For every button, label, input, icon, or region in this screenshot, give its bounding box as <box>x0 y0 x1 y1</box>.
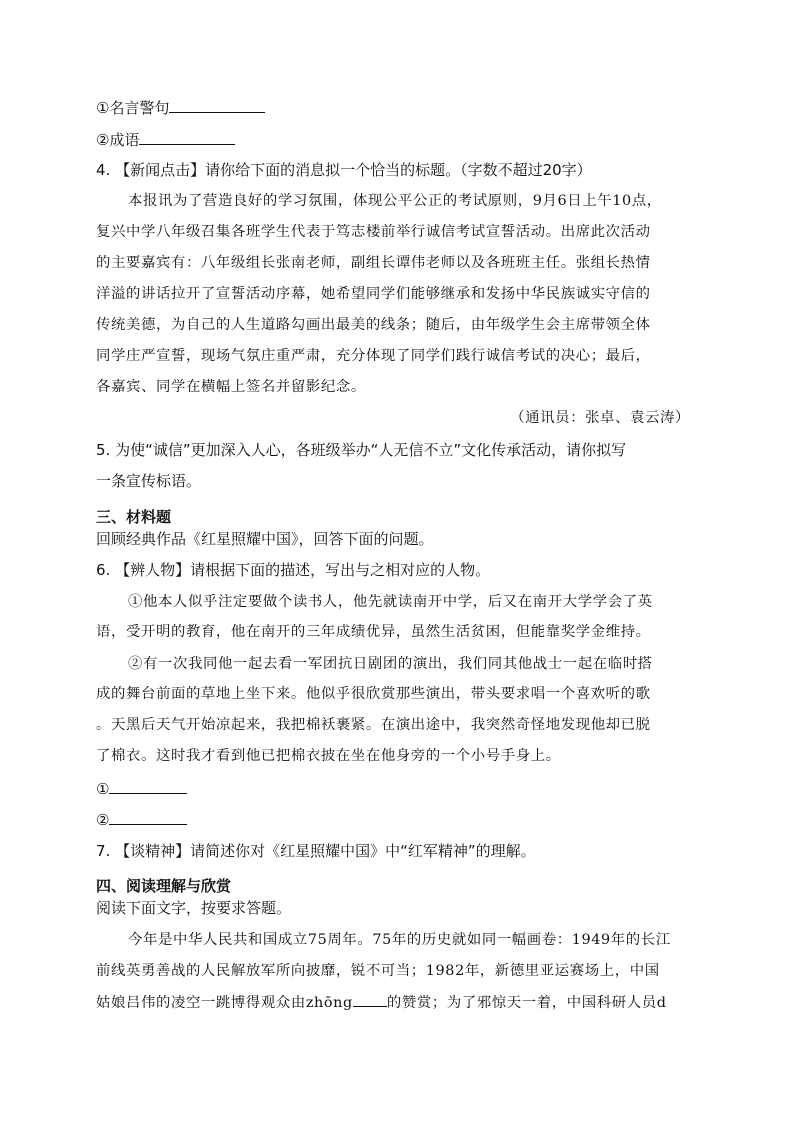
reading-line3-after: 的赞赏；为了邪惊天一着，中国科研人员d <box>386 995 667 1011</box>
q5-prompt-line1: 5. 为使“诚信”更加深入人心，各班级举办“人无信不立”文化传承活动，请你拟写 <box>96 441 627 459</box>
q3-item-idiom-label: ②成语 <box>96 131 140 149</box>
section3-intro: 回顾经典作品《红星照耀中国》，回答下面的问题。 <box>96 530 434 548</box>
answer-blank[interactable] <box>109 809 187 825</box>
section4-intro: 阅读下面文字，按要求答题。 <box>96 899 292 917</box>
reading-line3-before: 姑娘吕伟的凌空一跳博得观众由zhōng <box>96 995 353 1011</box>
q4-news-line: 洋溢的讲话拉开了宣誓活动序幕，她希望同学们能够继承和发扬中华民族诚实守信的 <box>96 286 651 302</box>
reading-line: 今年是中华人民共和国成立75周年。75年的历史就如同一幅画卷：1949年的长江 <box>128 932 671 948</box>
q6-passage2-line: ②有一次我同他一起去看一军团抗日剧团的演出，我们同其他战士一起在临时搭 <box>128 656 653 672</box>
reading-line: 前线英勇善战的人民解放军所向披靡，锐不可当；1982年，新德里亚运赛场上，中国 <box>96 963 660 979</box>
q3-item-idiom <box>96 129 235 150</box>
q7-prompt: 7. 【谈精神】请简述你对《红星照耀中国》中“红军精神”的理解。 <box>96 842 536 860</box>
q4-news-line: 传统美德，为自己的人生道路勾画出最美的线条；随后，由年级学生会主席带领全体 <box>96 317 651 333</box>
answer-blank[interactable] <box>169 97 265 113</box>
q6-answer2 <box>96 809 187 830</box>
pinyin-blank[interactable] <box>353 992 387 1007</box>
answer-blank[interactable] <box>109 778 187 794</box>
q4-news-line: 同学庄严宣誓，现场气氛庄重严肃，充分体现了同学们践行诚信考试的决心；最后， <box>96 348 651 364</box>
q3-item-quote-label: ①名言警句 <box>96 99 170 117</box>
q4-byline: （通讯员：张卓、袁云涛） <box>510 410 690 426</box>
q4-news-line: 的主要嘉宾有：八年级组长张南老师，副组长谭伟老师以及各班班主任。张组长热情 <box>96 255 651 271</box>
q6-passage2-line: 成的舞台前面的草地上坐下来。他似乎很欣赏那些演出，带头要求唱一个喜欢听的歌 <box>96 686 651 702</box>
section3-heading: 三、材料题 <box>96 508 172 526</box>
q4-news-line: 本报讯为了营造良好的学习氛围，体现公平公正的考试原则，9月6日上午10点， <box>128 193 662 209</box>
q6-passage2-line: 了棉衣。这时我才看到他已把棉衣披在坐在他身旁的一个小号手身上。 <box>96 748 561 764</box>
q3-item-quote <box>96 97 265 118</box>
q6-answer1 <box>96 778 187 799</box>
q6-passage1-line: 语，受开明的教育，他在南开的三年成绩优异，虽然生活贫困，但能靠奖学金维持。 <box>96 624 651 640</box>
reading-line <box>96 992 667 1013</box>
section4-heading: 四、阅读理解与欣赏 <box>96 877 232 895</box>
q6-answer2-label: ② <box>96 811 110 829</box>
q6-prompt: 6. 【辨人物】请根据下面的描述，写出与之相对应的人物。 <box>96 561 491 579</box>
q4-prompt: 4. 【新闻点击】请你给下面的消息拟一个恰当的标题。（字数不超过20字） <box>96 161 592 179</box>
q5-prompt-line2: 一条宣传标语。 <box>96 472 202 490</box>
answer-blank[interactable] <box>139 129 235 145</box>
q6-passage2-line: 。天黑后天气开始凉起来，我把棉袄裹紧。在演出途中，我突然奇怪地发现他却已脱 <box>96 717 651 733</box>
q4-news-line: 复兴中学八年级召集各班学生代表于笃志楼前举行诚信考试宣誓活动。出席此次活动 <box>96 224 651 240</box>
q6-answer1-label: ① <box>96 780 110 798</box>
q6-passage1-line: ①他本人似乎注定要做个读书人，他先就读南开中学，后又在南开大学学会了英 <box>128 594 653 610</box>
q4-news-line: 各嘉宾、同学在横幅上签名并留影纪念。 <box>96 379 366 395</box>
